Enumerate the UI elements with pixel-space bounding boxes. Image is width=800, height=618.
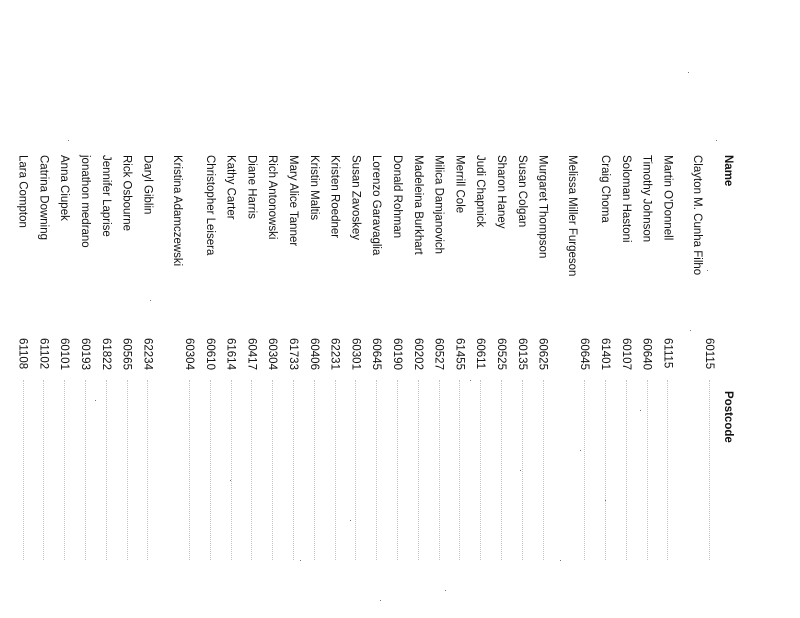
table-row-postcode: 61401 [599,338,611,370]
scan-speck [68,140,69,141]
table-row-postcode: 60107 [619,338,632,370]
table-row-postcode: 61733 [287,338,299,370]
row-dotted-guide [85,380,86,560]
table-row-postcode: 60645 [370,338,383,370]
scan-speck [520,470,521,471]
row-dotted-guide [231,380,232,560]
table-row-name: Madeleina Burkhart [411,155,424,255]
table-row-name: jonathon medrano [79,155,91,248]
row-dotted-guide [397,380,398,560]
table-row-name: Murgaret Thompson [536,155,549,259]
row-dotted-guide [376,380,377,560]
table-row-name: Judi Chapnick [474,155,487,228]
row-dotted-guide [272,380,273,560]
table-row-name: Timothy Johnson [640,155,653,243]
scan-speck [688,72,689,73]
scan-speck [150,300,151,301]
table-row-postcode: 60611 [474,338,487,370]
row-dotted-guide [64,380,65,560]
table-row-name: Rick Osbourne [120,155,133,232]
table-row-name: Mary Alice Tanner [287,155,299,247]
table-row-postcode: 61115 [661,338,674,369]
row-dotted-guide [439,380,440,560]
scan-speck [350,520,351,521]
table-row-name: Jennifer Laprise [99,155,112,237]
table-row-name: Milica Damjanovich [432,155,445,255]
table-row-postcode: 60190 [391,338,403,370]
scan-speck [640,410,641,411]
table-row-postcode: 60135 [515,338,528,370]
table-row-name: Susan Colgan [515,155,528,228]
table-row-postcode: 61822 [99,338,112,370]
table-row-postcode: 61614 [224,338,237,370]
table-row-postcode: 60193 [79,338,91,370]
row-dotted-guide [293,380,294,560]
table-row-name: Daryl Giblin [141,155,154,215]
row-dotted-guide [584,380,585,560]
table-row-name: Lorenzo Garavaglia [370,155,383,256]
scan-speck [707,270,708,271]
scan-speck [580,450,581,451]
table-row-name: Donald Rohman [391,155,403,239]
row-dotted-guide [355,380,356,560]
table-row-postcode: 60115 [703,338,715,370]
table-row-postcode: 60625 [536,338,549,370]
scan-speck [445,590,446,591]
table-row-name: Kristen Roedner [328,155,341,239]
table-row-name: Sharon Haney [495,155,507,229]
scan-speck [95,400,96,401]
table-row-postcode: 60565 [120,338,133,370]
table-row-name: Kristin Maltis [307,155,320,221]
scan-speck [716,140,717,141]
table-row-postcode: 60610 [203,338,216,370]
table-row-postcode: 61102 [37,338,50,370]
row-dotted-guide [543,380,544,560]
row-dotted-guide [147,380,148,560]
table-row-postcode: 60304 [266,338,279,370]
row-dotted-guide [335,380,336,560]
postcode-header: Postcode [722,391,734,443]
row-dotted-guide [189,380,190,560]
table-row-name: Melissa Miller Furgeson [566,155,579,277]
table-row-name: Anna Ciupek [58,155,71,221]
table-row-postcode: 60202 [411,338,424,370]
scan-speck [380,600,381,601]
row-dotted-guide [23,380,24,560]
table-row-postcode: 61108 [16,338,29,370]
table-row-postcode: 62234 [141,338,154,370]
table-row-postcode: 60527 [432,338,445,370]
row-dotted-guide [667,380,668,560]
table-row-name: Martin O'Donnell [661,155,674,241]
table-row-name: Diane Harris [245,155,258,219]
row-dotted-guide [522,380,523,560]
scan-speck [605,500,606,501]
table-row-name: Rich Antonowski [266,155,279,240]
table-row-postcode: 60645 [578,338,591,370]
row-dotted-guide [314,380,315,560]
table-row-postcode: 60101 [58,338,71,370]
row-dotted-guide [459,380,460,560]
row-dotted-guide [647,380,648,560]
scan-speck [560,560,561,561]
table-row-name: Lara Compton [16,155,29,228]
row-dotted-guide [251,380,252,560]
scan-speck [470,380,471,381]
table-row-postcode: 60417 [245,338,258,370]
table-row-name: Clayton M. Cunha Filho [691,155,703,276]
table-row-name: Catrina Downing [37,155,50,241]
table-row-postcode: 60304 [183,338,195,370]
row-dotted-guide [709,380,710,560]
scan-speck [690,330,691,331]
table-row-postcode: 60301 [349,338,362,370]
table-row-name: Kathy Carter [224,155,237,220]
row-dotted-guide [127,380,128,560]
row-dotted-guide [480,380,481,560]
scan-speck [300,560,301,561]
table-row-name: Kristina Adamczewski [171,155,183,267]
table-row-name: Soloman Hastoni [619,155,632,243]
table-row-postcode: 60406 [307,338,320,370]
row-dotted-guide [43,380,44,560]
row-dotted-guide [106,380,107,560]
row-dotted-guide [210,380,211,560]
table-row-postcode: 61455 [453,338,466,370]
table-row-name: Christopher Leisera [203,155,216,256]
table-row-postcode: 60525 [495,338,507,370]
table-row-name: Susan Zavoskey [349,155,362,241]
row-dotted-guide [605,380,606,560]
table-row-postcode: 60640 [640,338,653,370]
row-dotted-guide [501,380,502,560]
name-header: Name [722,155,734,187]
table-row-postcode: 62231 [328,338,341,370]
table-row-name: Craig Choma [599,155,611,223]
row-dotted-guide [626,380,627,560]
scan-speck [230,480,231,481]
table-row-name: Merrill Cole [453,155,466,214]
row-dotted-guide [418,380,419,560]
